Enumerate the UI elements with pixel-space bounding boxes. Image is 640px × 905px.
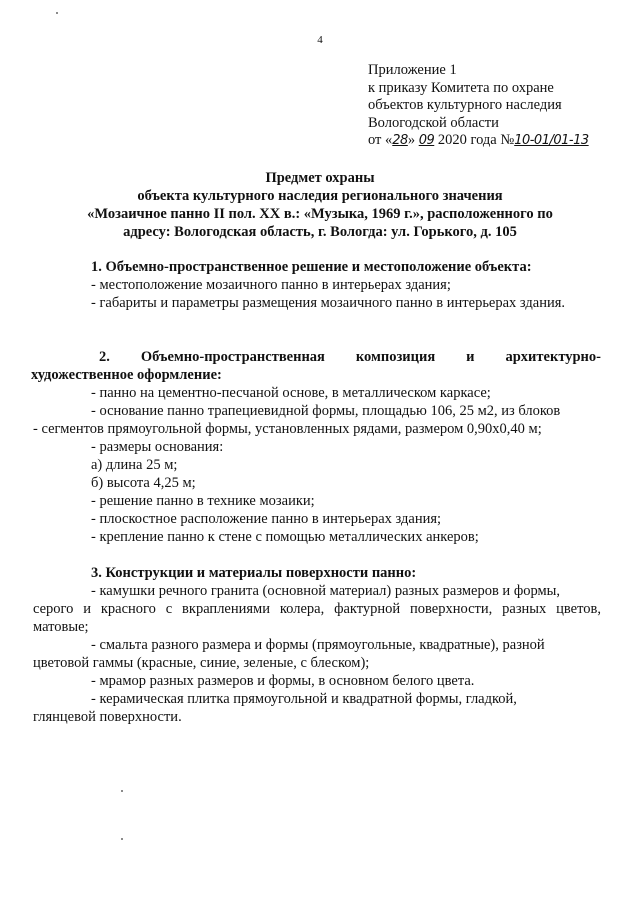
- section-3-para-3: - мрамор разных размеров и формы, в основном белого цвета.: [91, 673, 475, 689]
- title-line-1: Предмет охраны: [265, 170, 375, 186]
- section-1-item: - габариты и параметры размещения мозаичного панно в интерьерах здания.: [91, 295, 566, 311]
- section-2-heading-line-2: художественное оформление:: [31, 367, 222, 383]
- section-2-item: - основание панно трапециевидной формы, площадью 106, 25 м2, из блоков: [91, 403, 561, 419]
- section-2-item: - решение панно в технике мозаики;: [91, 493, 315, 509]
- section-2-heading-word: композиция: [355, 349, 436, 365]
- section-1-item: - местоположение мозаичного панно в интерьерах здания;: [91, 277, 451, 293]
- section-2-item: - размеры основания:: [91, 439, 224, 455]
- section-2-item: а) длина 25 м;: [91, 457, 178, 473]
- section-3-para-1-first-line: - камушки речного гранита (основной материал) разных размеров и формы,: [91, 583, 561, 599]
- order-date-prefix: от «: [368, 132, 393, 148]
- order-day: 28: [392, 133, 408, 148]
- section-3-para-2-first-line: - смальта разного размера и формы (прямоугольные, квадратные), разной: [91, 637, 545, 653]
- section-2-item: - плоскостное расположение панно в интерьерах здания;: [91, 511, 442, 527]
- section-2-item: - сегментов прямоугольной формы, установленных рядами, размером 0,90х0,40 м;: [33, 421, 542, 437]
- section-3-para-1-rest: серого и красного с вкраплениями колера, фактурной поверхности, разных цветов, матовые;: [33, 601, 601, 635]
- section-3-para-2-rest: цветовой гаммы (красные, синие, зеленые, с блеском);: [33, 655, 370, 671]
- appendix-line-1: Приложение 1: [368, 62, 457, 78]
- section-2-heading-word: 2.: [99, 349, 110, 365]
- section-3-para-4-first-line: - керамическая плитка прямоугольной и квадратной формы, гладкой,: [91, 691, 517, 707]
- order-year: 2020 года №: [434, 132, 515, 148]
- section-2-heading: [99, 348, 601, 366]
- title-line-3: «Мозаичное панно II пол. XX в.: «Музыка, 1969 г.», расположенного по: [87, 206, 553, 222]
- section-2-heading-word: и: [466, 349, 475, 365]
- scan-speck: [56, 12, 58, 14]
- order-month: 09: [418, 133, 435, 148]
- section-1-heading: 1. Объемно-пространственное решение и местоположение объекта:: [91, 259, 532, 275]
- order-date-mid: »: [407, 132, 419, 148]
- section-3-heading: 3. Конструкции и материалы поверхности панно:: [91, 565, 417, 581]
- appendix-line-2: к приказу Комитета по охране: [368, 79, 554, 96]
- appendix-block: [368, 62, 589, 150]
- appendix-line-3: объектов культурного наследия: [368, 97, 562, 113]
- section-2-item: - крепление панно к стене с помощью металлических анкеров;: [91, 529, 479, 545]
- document-title: [0, 169, 640, 241]
- section-2-heading-word: архитектурно-: [505, 349, 601, 365]
- order-number: 10-01/01-13: [514, 133, 589, 148]
- section-2-item: б) высота 4,25 м;: [91, 475, 196, 491]
- appendix-line-4: Вологодской области: [368, 114, 499, 131]
- scan-speck: [121, 838, 123, 840]
- section-2-heading-word: Объемно-пространственная: [140, 349, 325, 365]
- title-line-2: объекта культурного наследия регионального значения: [137, 188, 503, 204]
- section-3-para-4-rest: глянцевой поверхности.: [33, 709, 182, 725]
- title-line-4: адресу: Вологодская область, г. Вологда: ул. Горького, д. 105: [123, 224, 517, 240]
- section-2-item: - панно на цементно-песчаной основе, в металлическом каркасе;: [91, 385, 491, 401]
- scan-speck: [121, 790, 123, 792]
- document-body: [31, 258, 601, 726]
- appendix-line-5: [368, 132, 589, 150]
- page-number: 4: [317, 34, 323, 46]
